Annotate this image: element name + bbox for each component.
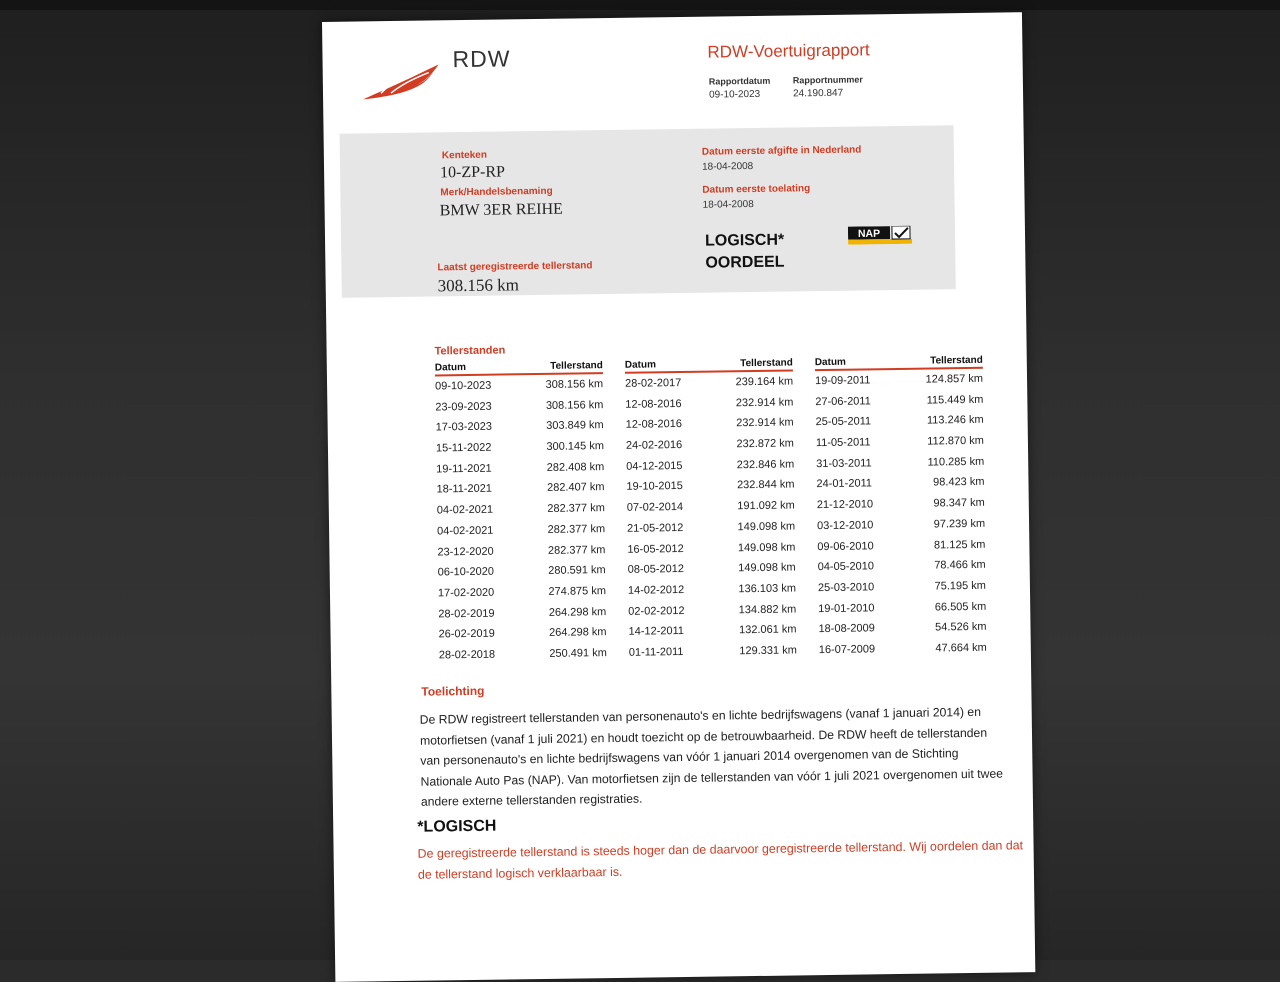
reading-value: 282.377 km — [547, 543, 606, 557]
reading-date: 04-02-2021 — [436, 503, 494, 517]
reading-value: 136.103 km — [738, 582, 797, 596]
reading-date: 04-05-2010 — [817, 560, 875, 574]
reading-row — [818, 576, 986, 599]
reading-date: 28-02-2017 — [624, 377, 682, 390]
reading-row — [815, 389, 983, 412]
reading-value: 282.377 km — [547, 522, 606, 536]
reading-date: 19-09-2011 — [814, 374, 871, 388]
reading-row — [818, 555, 986, 578]
reading-date: 17-02-2020 — [437, 586, 495, 600]
reading-row — [625, 392, 793, 415]
reading-row — [626, 475, 794, 498]
reading-value: 232.914 km — [736, 416, 794, 430]
report-number: 24.190.847 — [792, 87, 844, 100]
readings-column-2 — [625, 357, 797, 663]
reading-value: 124.857 km — [925, 372, 984, 386]
report-title: RDW-Voertuigrapport — [707, 40, 870, 62]
reading-row — [628, 578, 796, 601]
reading-value: 303.849 km — [546, 419, 604, 433]
nap-logo-text: NAP — [857, 227, 881, 241]
reading-date: 09-10-2023 — [435, 379, 492, 393]
reading-row — [435, 374, 603, 397]
reading-value: 250.491 km — [549, 647, 607, 660]
reading-date: 21-12-2010 — [816, 498, 874, 512]
reading-date: 21-05-2012 — [627, 521, 684, 535]
reading-value: 113.246 km — [926, 414, 984, 427]
reading-date: 06-10-2020 — [437, 565, 495, 579]
logisch-heading: *LOGISCH — [417, 817, 497, 836]
reading-value: 66.505 km — [934, 600, 987, 614]
explanation-title: Toelichting — [421, 683, 485, 699]
reading-row — [627, 516, 795, 539]
reading-date: 24-02-2016 — [625, 439, 683, 452]
reading-row — [437, 498, 605, 521]
value-header: Tellerstand — [550, 360, 603, 372]
reading-date: 04-02-2021 — [437, 524, 494, 538]
reading-value: 81.125 km — [933, 538, 986, 552]
reading-value: 132.061 km — [738, 623, 797, 637]
reading-date: 04-12-2015 — [626, 459, 683, 473]
reading-value: 308.156 km — [545, 378, 604, 391]
reading-row — [817, 493, 985, 516]
reading-date: 28-02-2018 — [438, 648, 496, 662]
reading-date: 26-02-2019 — [438, 627, 495, 641]
reading-date: 12-08-2016 — [625, 418, 683, 432]
reading-date: 19-10-2015 — [626, 480, 683, 494]
report-number-label: Rapportnummer — [792, 74, 863, 86]
value-header: Tellerstand — [740, 357, 793, 370]
last-odometer: 308.156 km — [437, 275, 520, 296]
first-admission-date: 18-04-2008 — [702, 198, 754, 211]
reading-date: 18-08-2009 — [818, 622, 875, 636]
reading-value: 280.591 km — [548, 564, 606, 578]
reading-date: 24-01-2011 — [816, 477, 873, 491]
first-nl-date: 18-04-2008 — [701, 160, 754, 173]
reading-row — [816, 472, 984, 495]
reading-date: 18-11-2021 — [436, 483, 493, 496]
reading-value: 78.466 km — [934, 558, 986, 572]
explanation-text: De RDW registreert tellerstanden van personenauto's en lichte bedrijfswagens (vanaf 1 januari 2014) en motorfietsen (vanaf 1 juli 2021) en houdt toezicht op de betrouwbaarheid. De RDW heeft de tellerstanden van personenauto's en lichte bedrijfswagens van vóór 1 januari 2014 overgenomen van de Stichting Nationale Auto Pas (NAP). Van motorfietsen zijn de tellerstanden van vóór 1 juli 2021 overgenomen uit twee andere externe tellerstanden registraties. — [419, 704, 1004, 809]
reading-date: 28-02-2019 — [438, 607, 495, 620]
reading-value: 115.449 km — [926, 393, 984, 407]
reading-value: 149.098 km — [737, 540, 796, 554]
reading-value: 149.098 km — [737, 520, 796, 534]
date-header: Datum — [814, 356, 847, 369]
reading-row — [437, 519, 605, 542]
reading-row — [628, 599, 796, 622]
reading-row — [439, 643, 607, 666]
logisch-explanation: De geregistreerde tellerstand is steeds hoger dan de daarvoor geregistreerde tellerstand. Wij oordelen dan dat de tellerstand logisch verklaarbaar is. — [417, 838, 1024, 882]
reading-date: 25-03-2010 — [817, 581, 875, 595]
reading-date: 25-05-2011 — [815, 415, 872, 429]
reading-date: 16-05-2012 — [627, 542, 684, 556]
verdict-line-1: LOGISCH* — [704, 231, 785, 250]
make-label: Merk/Handelsbenaming — [440, 185, 553, 199]
reading-row — [628, 620, 796, 643]
rdw-logo-icon — [361, 62, 442, 103]
date-header: Datum — [434, 362, 467, 374]
reading-row — [817, 534, 985, 557]
plate-label: Kenteken — [441, 149, 487, 162]
reading-date: 01-11-2011 — [628, 645, 684, 659]
reading-value: 300.145 km — [546, 440, 605, 453]
reading-row — [436, 436, 604, 459]
reading-value: 129.331 km — [739, 644, 797, 658]
reading-value: 232.846 km — [736, 458, 795, 472]
odometer-label: Laatst geregistreerde tellerstand — [437, 260, 593, 274]
reading-row — [626, 434, 794, 457]
reading-value: 274.875 km — [548, 584, 607, 598]
reading-value: 232.844 km — [736, 478, 795, 492]
readings-title: Tellerstanden — [434, 344, 506, 358]
reading-date: 09-06-2010 — [817, 539, 874, 553]
verdict-line-2: OORDEEL — [705, 253, 785, 272]
reading-value: 110.285 km — [927, 455, 985, 469]
reading-row — [627, 537, 795, 560]
reading-row — [628, 558, 796, 581]
report-date-label: Rapportdatum — [708, 75, 771, 87]
reading-row — [626, 413, 794, 436]
reading-value: 264.298 km — [548, 626, 607, 640]
license-plate: 10-ZP-RP — [439, 163, 506, 182]
reading-value: 308.156 km — [545, 398, 604, 412]
reading-value: 191.092 km — [737, 499, 795, 513]
reading-date: 02-02-2012 — [628, 604, 685, 618]
vehicle-summary-box — [340, 125, 956, 298]
reading-value: 232.914 km — [735, 396, 794, 409]
reading-date: 19-01-2010 — [818, 601, 875, 615]
reading-date: 16-07-2009 — [818, 643, 876, 657]
reading-row — [816, 431, 984, 454]
verdict — [705, 230, 785, 275]
reading-value: 134.882 km — [738, 602, 797, 616]
report-date: 09-10-2023 — [708, 88, 761, 101]
first-nl-label: Datum eerste afgifte in Nederland — [701, 144, 862, 158]
reading-value: 282.407 km — [546, 481, 605, 495]
reading-date: 17-03-2023 — [435, 421, 493, 434]
reading-row — [818, 617, 986, 640]
reading-row — [438, 602, 606, 625]
reading-date: 19-11-2021 — [436, 462, 492, 476]
reading-row — [438, 622, 606, 645]
reading-value: 149.098 km — [738, 561, 796, 575]
reading-row — [818, 596, 986, 619]
reading-date: 15-11-2022 — [435, 441, 492, 455]
reading-row — [626, 454, 794, 477]
reading-row — [627, 496, 795, 519]
report-sheet — [322, 12, 1035, 982]
date-header: Datum — [624, 359, 657, 371]
reading-date: 03-12-2010 — [817, 519, 874, 532]
nap-logo-icon — [848, 226, 912, 245]
reading-row — [438, 581, 606, 604]
reading-date: 27-06-2011 — [815, 395, 871, 408]
reading-date: 14-12-2011 — [628, 625, 685, 639]
reading-date: 11-05-2011 — [815, 436, 871, 450]
brand-name: RDW — [452, 45, 511, 73]
reading-row — [816, 410, 984, 433]
reading-row — [815, 369, 983, 392]
reading-value: 98.423 km — [933, 476, 985, 489]
reading-date: 23-12-2020 — [437, 545, 494, 558]
reading-value: 75.195 km — [934, 579, 987, 593]
reading-row — [435, 395, 603, 418]
reading-value: 97.239 km — [933, 517, 986, 531]
reading-row — [629, 640, 797, 663]
reading-row — [436, 478, 604, 501]
desk-edge — [0, 0, 1280, 10]
reading-date: 31-03-2011 — [816, 457, 872, 470]
reading-value: 264.298 km — [548, 605, 607, 619]
reading-row — [436, 457, 604, 480]
reading-row — [817, 514, 985, 537]
vehicle-make: BMW 3ER REIHE — [439, 200, 564, 220]
first-admission-label: Datum eerste toelating — [702, 183, 811, 196]
reading-row — [437, 540, 605, 563]
reading-row — [625, 371, 793, 394]
readings-column-1 — [435, 360, 607, 666]
reading-value: 282.377 km — [547, 502, 605, 516]
reading-row — [819, 638, 987, 661]
reading-date: 08-05-2012 — [627, 563, 685, 576]
reading-row — [438, 560, 606, 583]
reading-date: 12-08-2016 — [625, 397, 682, 411]
readings-column-3 — [815, 355, 987, 661]
reading-row — [816, 452, 984, 475]
reading-value: 54.526 km — [935, 621, 987, 634]
reading-value: 282.408 km — [546, 460, 605, 474]
reading-date: 23-09-2023 — [435, 400, 492, 414]
reading-value: 47.664 km — [935, 641, 987, 655]
reading-date: 14-02-2012 — [627, 583, 685, 597]
reading-date: 07-02-2014 — [626, 501, 684, 514]
reading-value: 239.164 km — [735, 375, 794, 389]
value-header: Tellerstand — [930, 354, 983, 367]
reading-value: 232.872 km — [736, 437, 795, 451]
reading-value: 98.347 km — [933, 496, 985, 510]
reading-value: 112.870 km — [927, 434, 984, 448]
reading-row — [436, 415, 604, 438]
